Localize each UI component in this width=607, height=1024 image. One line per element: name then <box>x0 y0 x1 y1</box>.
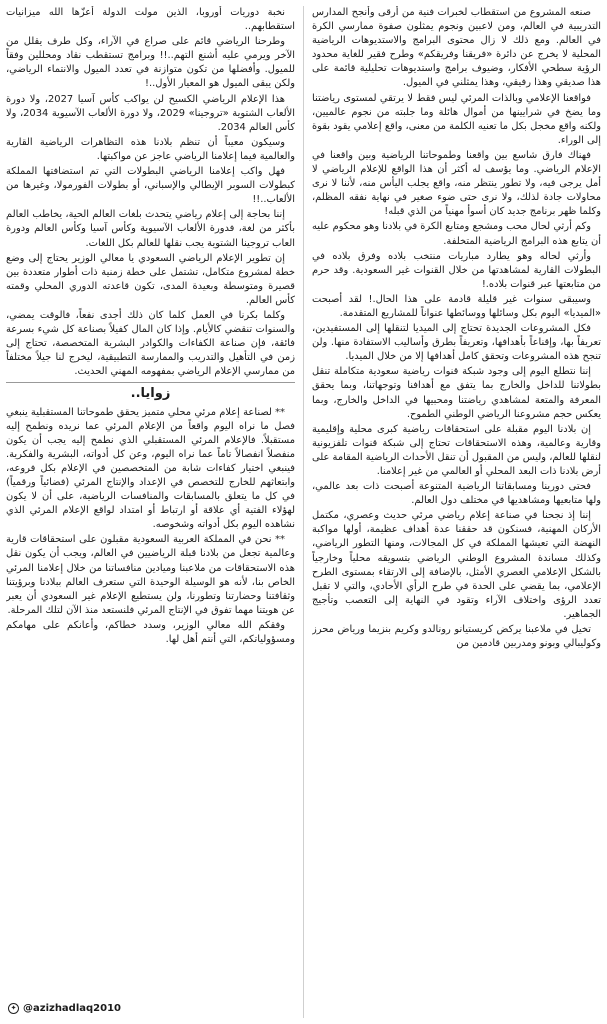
paragraph: فكل المشروعات الجديدة تحتاج إلى الميديا لتنقلها إلى المستفيدين، تعريفاً بها، وإقناعاً بأهدافها، وتعريفاً بطرق وأساليب الاستفادة منها. ولن تنجح هذه المشروعات وتحقق كامل أهدافها إلا من خلال الميديا. <box>312 323 601 363</box>
column-divider <box>303 6 304 1018</box>
paragraph: فحتى دورينا ومسابقاتنا الرياضية المتنوعة أصبحت ذات بعد عالمي، ولها متابعيها ومشاهديها في مختلف دول العالم. <box>312 481 601 507</box>
paragraph: صنعه المشروع من استقطاب لخبرات فنية من أرقى وأنجح المدارس التدريبية في العالم، ومن لاعبين ونجوم يمثلون صفوة ممارسي الكرة في العالم. ومع ذلك لا زال محتوى البرامج والاستديوهات الرياضية المحلية لا يخرج عن دائرة «فريقنا وفريقكم» وطرح فقير للغاية محدود الرؤية سطحي الأفكار، وضيوف برامج واستديوهات تحليلية قائمة على هذا صديقي وهذا رفيقي، وهذا يمثلني في الميول. <box>312 7 601 89</box>
section-title-zawaya: زوايا.. <box>130 386 171 402</box>
paragraph: وأرثي لحاله وهو يطارد مباريات منتخب بلاده وفرق بلاده في البطولات القارية لمشاهدتها من خلال القنوات غير السعودية. وقد حرم من متابعتها عبر قنوات بلاده.! <box>312 250 601 290</box>
paragraph: تخيل في ملاعبنا يركض كريستيانو رونالدو وكريم بنزيما ورياض محرز وكوليبالي وبونو ومدربين قادمين من <box>312 624 601 650</box>
left-column-top-text <box>6 6 295 379</box>
left-article-column <box>6 6 295 990</box>
paragraph: هذا الإعلام الرياضي الكسيح لن يواكب كأس آسيا 2027، ولا دورة الألعاب الشتوية «تروجينا» 2029، ولا دورة الألعاب الآسيوية 2034، ولا كأس العالم 2034. <box>6 93 295 133</box>
paragraph: فهل واكب إعلامنا الرياضي البطولات التي تم استضافتها المملكة كبطولات السوبر الإيطالي والإسباني، أو بطولات الفورمولا، وغيرها من الألعاب..!! <box>6 166 295 206</box>
paragraph: إننا بحاجة إلى إعلام رياضي يتحدث بلغات العالم الحية، يخاطب العالم بأكثر من لغة، فدورة الألعاب الآسيوية وكأس آسيا وكأس العالم ودورة العاب تروجينا الشتوية يجب نقلها للعالم بكل اللغات. <box>6 209 295 249</box>
paragraph: وطرحنا الرياضي قائم على صراع في الآراء، وكل طرف يقلل من الآخر ويرمي عليه أشنع التهم..!! وبرامج تستقطب نقاد ومحللين وفقاً للميول. وأفضلها من تكون متوازنة في تعدد الميول والانتماء الرياضي، ولكن يبقى الميول هو المعيار الأول..! <box>6 36 295 90</box>
paragraph: وكلما بكرنا في العمل كلما كان ذلك أجدى نفعاً، فالوقت يمضي، والسنوات تنقضي كالأيام. وإذا كان المال كفيلاً بصناعة كل شيء بسرعة فائقة، فإن صناعة الكفاءات والكوادر البشرية المتخصصة، تحتاج إلى زمن في التأهيل والتدريب والممارسة التطبيقية، ليخرج لنا جيلاً مختلفاً من ممارسي الإعلام الرياضي بمفهومه المهني الحديث. <box>6 309 295 378</box>
paragraph: فهناك فارق شاسع بين واقعنا وطموحاتنا الرياضية وبين واقعنا في الإعلام الرياضي. وما يؤسف له أكثر أن هذا الواقع للإعلام الرياضي لا أمل يرجى فيه، ولا تطور ينتظر منه، واقع يجلب اليأس منه، لأننا لا نرى محاولات جادة لذلك، ولا نرى حتى ضوء صغير في نهاية نفقه المظلم، وكلما ظهر برنامج جديد كان أسوأ مهنياً من الذي قبله! <box>312 149 601 218</box>
paragraph: إن تطوير الإعلام الرياضي السعودي يا معالي الوزير يحتاج إلى وضع خطة لمشروع متكامل، تشتمل على خطة زمنية ذات أطوار متعددة بين قصيرة ومتوسطة وبعيدة المدى، تكون قاعدته الدوري المحلي وقمته كأس العالم. <box>6 252 295 306</box>
author-twitter-handle <box>8 1003 121 1014</box>
left-column-zawaya-text <box>6 406 295 648</box>
paragraph: نخبة دوريات أوروبا، الذين مولت الدولة أعزّها الله ميزانيات استقطابهم.. <box>6 7 295 33</box>
paragraph: ** نحن في المملكة العربية السعودية مقبلون على استحقاقات قارية وعالمية تجعل من بلادنا قبلة الرياضيين في العالم، ويجب أن يكون نقل هذه الاستحقاقات من ملاعبنا وميادين منافساتنا من خلال إعلامنا المرئي الخاص بنا، لأنه هو الوسيلة الوحيدة التي ستعرف العالم ببلادنا وبرؤيتنا وثقافتنا وحضارتنا وتطورنا، ولن يستطيع الإعلام غير السعودي أن يعبر عن هويتنا مهما تفوق في الإنتاج المرئي فلنستعد منذ الآن لتلك المرحلة. <box>6 534 295 616</box>
right-article-column <box>312 6 601 1018</box>
paragraph: وفقكم الله معالي الوزير، وسدد خطاكم، وأعانكم على مهامكم ومسؤولياتكم، التي أنتم أهل لها. <box>6 619 295 646</box>
twitter-handle-text: @azizhadlaq2010 <box>23 1003 122 1014</box>
paragraph: إن بلادنا اليوم مقبلة على استحقاقات رياضية كبرى محلية وإقليمية وقارية وعالمية، وهذه الاستحقاقات تحتاج إلى شبكة قنوات تلفزيونية لنقلها للعالم، وليس من المقبول أن تنقل الأحداث الرياضية المقامة على أرض بلادنا ذات البعد المحلي أو العالمي من غير إعلامنا. <box>312 423 601 477</box>
paragraph: ** لصناعة إعلام مرئي محلي متميز يحقق طموحاتنا المستقبلية ينبغي فصل ما نراه اليوم واقعاً من الإعلام المرئي عما نريده ونطمح إليه مستقبلاً. فالإعلام المرئي المستقبلي الذي نطمح إليه يجب أن يكون منفصلاً انفصالاً تاماً عما نراه اليوم، وعن كل أدواته، البشرية والفكرية. فينبغي اختيار كفاءات شابة من المتخصصين في الإعلام بكل فروعه، وابتعاثهم للخارج للتخصص في الإعداد والإنتاج المرئي (فضائياً ورقمياً) في كل ما يتعلق بالمسابقات والمنافسات الرياضية، على أن لا يكون لهؤلاء الفتية أي علاقة أو ارتباط أو امتداد لواقع الإعلام المرئي الذي نشاهده اليوم بكل أدواته وشخوصه. <box>6 406 295 531</box>
paragraph: وسيكون معيباً أن تنظم بلادنا هذه التظاهرات الرياضية القارية والعالمية فيما إعلامنا الرياضي عاجز عن مواكبتها. <box>6 136 295 162</box>
section-rule <box>6 382 295 383</box>
paragraph: وكم أرثي لحال محب ومشجع ومتابع الكرة في بلادنا وهو محكوم عليه أن يتابع هذه البرامج الرياضية المتخلفة. <box>312 221 601 247</box>
paragraph: فواقعنا الإعلامي وبالذات المرئي ليس فقط لا يرتقي لمستوى رياضتنا وما يضخ في شرايينها من أموال هائلة وما جلبته من نجوم عالميين، ولكنه واقع مخجل بكل ما تعنيه الكلمة من معنى، واقع إعلامي يقود بقوة إلى الوراء. <box>312 92 601 146</box>
paragraph: إننا إذ نجحنا في صناعة إعلام رياضي مرئي حديث وعصري، مكتمل الأركان المهنية، فسنكون قد حققنا عدة أهداف عظيمة، أولها مواكبة النهضة التي تعيشها المملكة في كل المجالات، ومنها التطور الرياضي، وكذلك مساندة المشروع الوطني الرياضي بتسويقه محلياً وخارجياً بالشكل الإعلامي العصري الأمثل، بالإضافة إلى الارتقاء بمستوى الطرح الإعلامي، بما يقضي على الحدة في طرح الرأي الأحادي، والتي لا تقبل تعدد الرؤى واختلاف الآراء وتقود في النهاية إلى التعصب وتأجيج الجماهير. <box>312 510 601 620</box>
paragraph: وسيبقى سنوات غير قليلة قادمة على هذا الحال.! لقد أصبحت «الميديا» اليوم بكل وسائلها ووسائطها عنواناً للمشاريع المتقدمة. <box>312 293 601 319</box>
paragraph: إننا نتطلع اليوم إلى وجود شبكة قنوات رياضية سعودية متكاملة تنقل بطولاتنا للداخل والخارج بما يتفق مع أهدافنا وتوجهاتنا، وبما يحقق المعرفة والمتعة لمشاهدي رياضتنا ومحبيها في الداخل والخارج، وبما يعكس حجم مشروعنا الرياضي الوطني الطموح. <box>312 366 601 420</box>
twitter-icon: ✦ <box>8 1003 19 1014</box>
